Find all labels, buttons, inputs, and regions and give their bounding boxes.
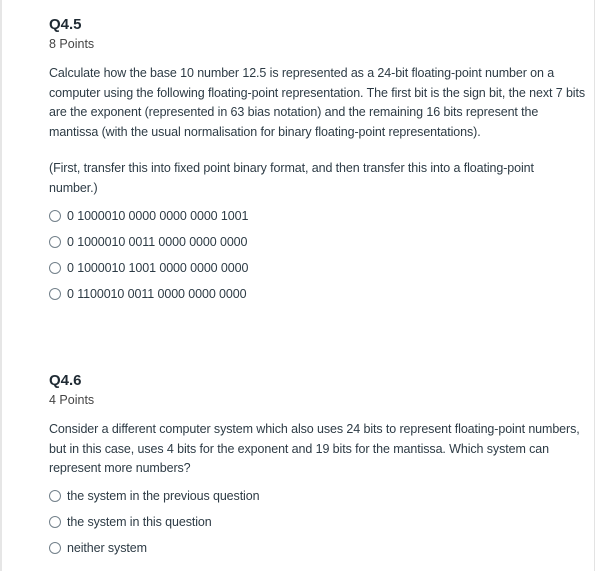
radio-button[interactable]	[49, 490, 61, 502]
answer-option-2[interactable]	[49, 509, 585, 535]
answer-option-label[interactable]: 0 1100010 0011 0000 0000 0000	[67, 287, 247, 301]
answer-option-2[interactable]	[49, 229, 585, 255]
left-border	[0, 0, 2, 571]
radio-button[interactable]	[49, 288, 61, 300]
answer-options	[49, 483, 585, 561]
question-q4-5	[49, 16, 585, 307]
radio-button[interactable]	[49, 516, 61, 528]
question-prompt: Consider a different computer system which also uses 24 bits to represent floating-point numbers, but in this case, uses 4 bits for the exponent and 19 bits for the mantissa. Which system can represent more numbers?	[49, 422, 580, 475]
question-points: 8 Points	[49, 37, 95, 51]
radio-button[interactable]	[49, 210, 61, 222]
answer-option-label[interactable]: the system in this question	[67, 514, 212, 529]
answer-option-1[interactable]	[49, 203, 585, 229]
question-title: Q4.5	[49, 16, 82, 33]
answer-option-label[interactable]: 0 1000010 0000 0000 0000 1001	[67, 209, 249, 223]
answer-option-1[interactable]	[49, 483, 585, 509]
question-title: Q4.6	[49, 372, 82, 389]
question-prompt: Calculate how the base 10 number 12.5 is represented as a 24-bit floating-point number on a computer using the following floating-point representation. The first bit is the sign bit, the next 7 bits are the exponent (represented in 63 bias notation) and the remaining 16 bits represent the mantissa (with the usual normalisation for binary floating-point representations).	[49, 66, 586, 139]
right-border	[594, 0, 595, 571]
question-q4-6	[49, 372, 585, 561]
question-points: 4 Points	[49, 393, 95, 407]
answer-option-label[interactable]: 0 1000010 1001 0000 0000 0000	[67, 261, 249, 275]
answer-option-label[interactable]: 0 1000010 0011 0000 0000 0000	[67, 235, 248, 249]
answer-option-3[interactable]	[49, 255, 585, 281]
answer-option-4[interactable]	[49, 281, 585, 307]
answer-option-3[interactable]	[49, 535, 585, 561]
answer-option-label[interactable]: the system in the previous question	[67, 488, 260, 503]
radio-button[interactable]	[49, 236, 61, 248]
question-hint: (First, transfer this into fixed point binary format, and then transfer this into a floating-point number.)	[49, 161, 534, 195]
answer-option-label[interactable]: neither system	[67, 540, 147, 555]
answer-options	[49, 203, 585, 307]
radio-button[interactable]	[49, 542, 61, 554]
radio-button[interactable]	[49, 262, 61, 274]
